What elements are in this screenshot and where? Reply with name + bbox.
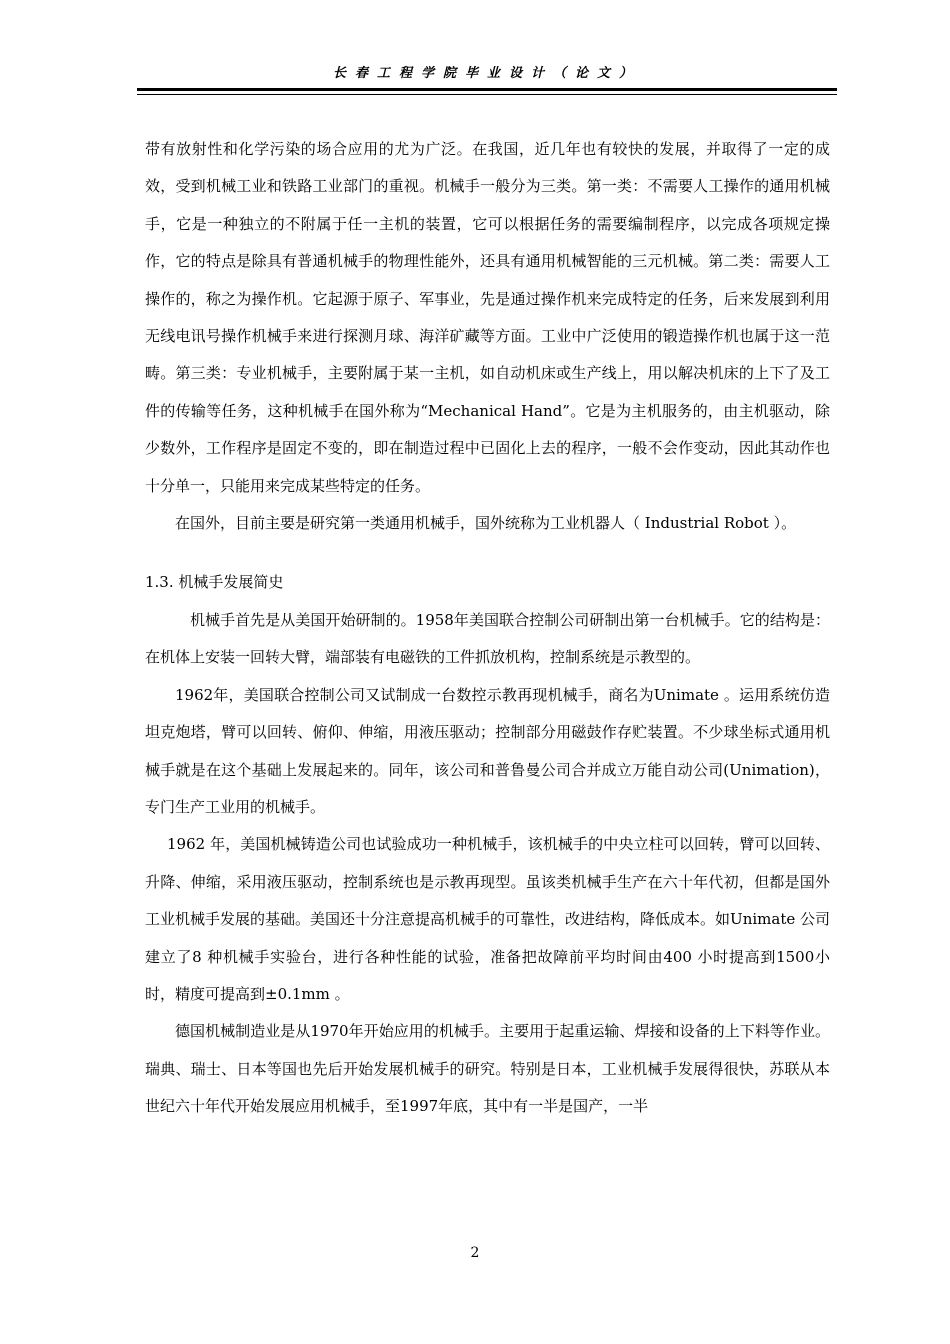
paragraph-industrial-robot: 在国外，目前主要是研究第一类通用机械手，国外统称为工业机器人（ Industrial Robot ）。 bbox=[175, 514, 797, 533]
section-heading: 1.3. 机械手发展简史 bbox=[145, 573, 284, 592]
header-rule-thin bbox=[137, 94, 837, 95]
page-header-title: 长春工程学院毕业设计（论文） bbox=[332, 66, 641, 81]
paragraph-1962-amf: 1962 年，美国机械铸造公司也试验成功一种机械手，该机械手的中央立柱可以回转，臂可以回转、升降、伸缩，采用液压驱动，控制系统也是示教再现型。虽该类机械手生产在六十年代初，但都是国外工业机械手发展的基础。美国还十分注意提高机械手的可靠性，改进结构，降低成本。如Unimate 公司建立了8 种机械手实验台，进行各种性能的试验，准备把故障前平均时间由400 小时提高到1500小时，精度可提高到±0.1mm 。 bbox=[145, 835, 830, 1003]
body-content bbox=[145, 131, 830, 1126]
paragraph-1958: 机械手首先是从美国开始研制的。1958年美国联合控制公司研制出第一台机械手。它的结构是：在机体上安装一回转大臂，端部装有电磁铁的工件抓放机构，控制系统是示教型的。 bbox=[145, 610, 830, 667]
paragraph-continued: 带有放射性和化学污染的场合应用的尤为广泛。在我国，近几年也有较快的发展，并取得了一定的成效，受到机械工业和铁路工业部门的重视。机械手一般分为三类。第一类：不需要人工操作的通用机械手，它是一种独立的不附属于任一主机的装置，它可以根据任务的需要编制程序，以完成各项规定操作，它的特点是除具有普通机械手的物理性能外，还具有通用机械智能的三元机械。第二类：需要人工操作的，称之为操作机。它起源于原子、军事业，先是通过操作机来完成特定的任务，后来发展到利用无线电讯号操作机械手来进行探测月球、海洋矿藏等方面。工业中广泛使用的锻造操作机也属于这一范畴。第三类：专业机械手，主要附属于某一主机，如自动机床或生产线上，用以解决机床的上下了及工件的传输等任务，这种机械手在国外称为“Mechanical Hand”。它是为主机服务的，由主机驱动，除少数外，工作程序是固定不变的，即在制造过程中已固化上去的程序，一般不会作变动，因此其动作也十分单一，只能用来完成某些特定的任务。 bbox=[145, 140, 830, 495]
header-rule-thick bbox=[137, 88, 837, 91]
paragraph-1962-unimate: 1962年，美国联合控制公司又试制成一台数控示教再现机械手，商名为Unimate 。运用系统仿造坦克炮塔，臂可以回转、俯仰、伸缩，用液压驱动；控制部分用磁鼓作存贮装置。不少球坐标式通用机械手就是在这个基础上发展起来的。同年，该公司和普鲁曼公司合并成立万能自动公司(Unimation)，专门生产工业用的机械手。 bbox=[145, 685, 830, 816]
paragraph-germany: 德国机械制造业是从1970年开始应用的机械手。主要用于起重运输、焊接和设备的上下料等作业。瑞典、瑞士、日本等国也先后开始发展机械手的研究。特别是日本，工业机械手发展得很快，苏联从本世纪六十年代开始发展应用机械手，至1997年底，其中有一半是国产，一半 bbox=[145, 1022, 830, 1116]
page-number: 2 bbox=[470, 1245, 480, 1261]
